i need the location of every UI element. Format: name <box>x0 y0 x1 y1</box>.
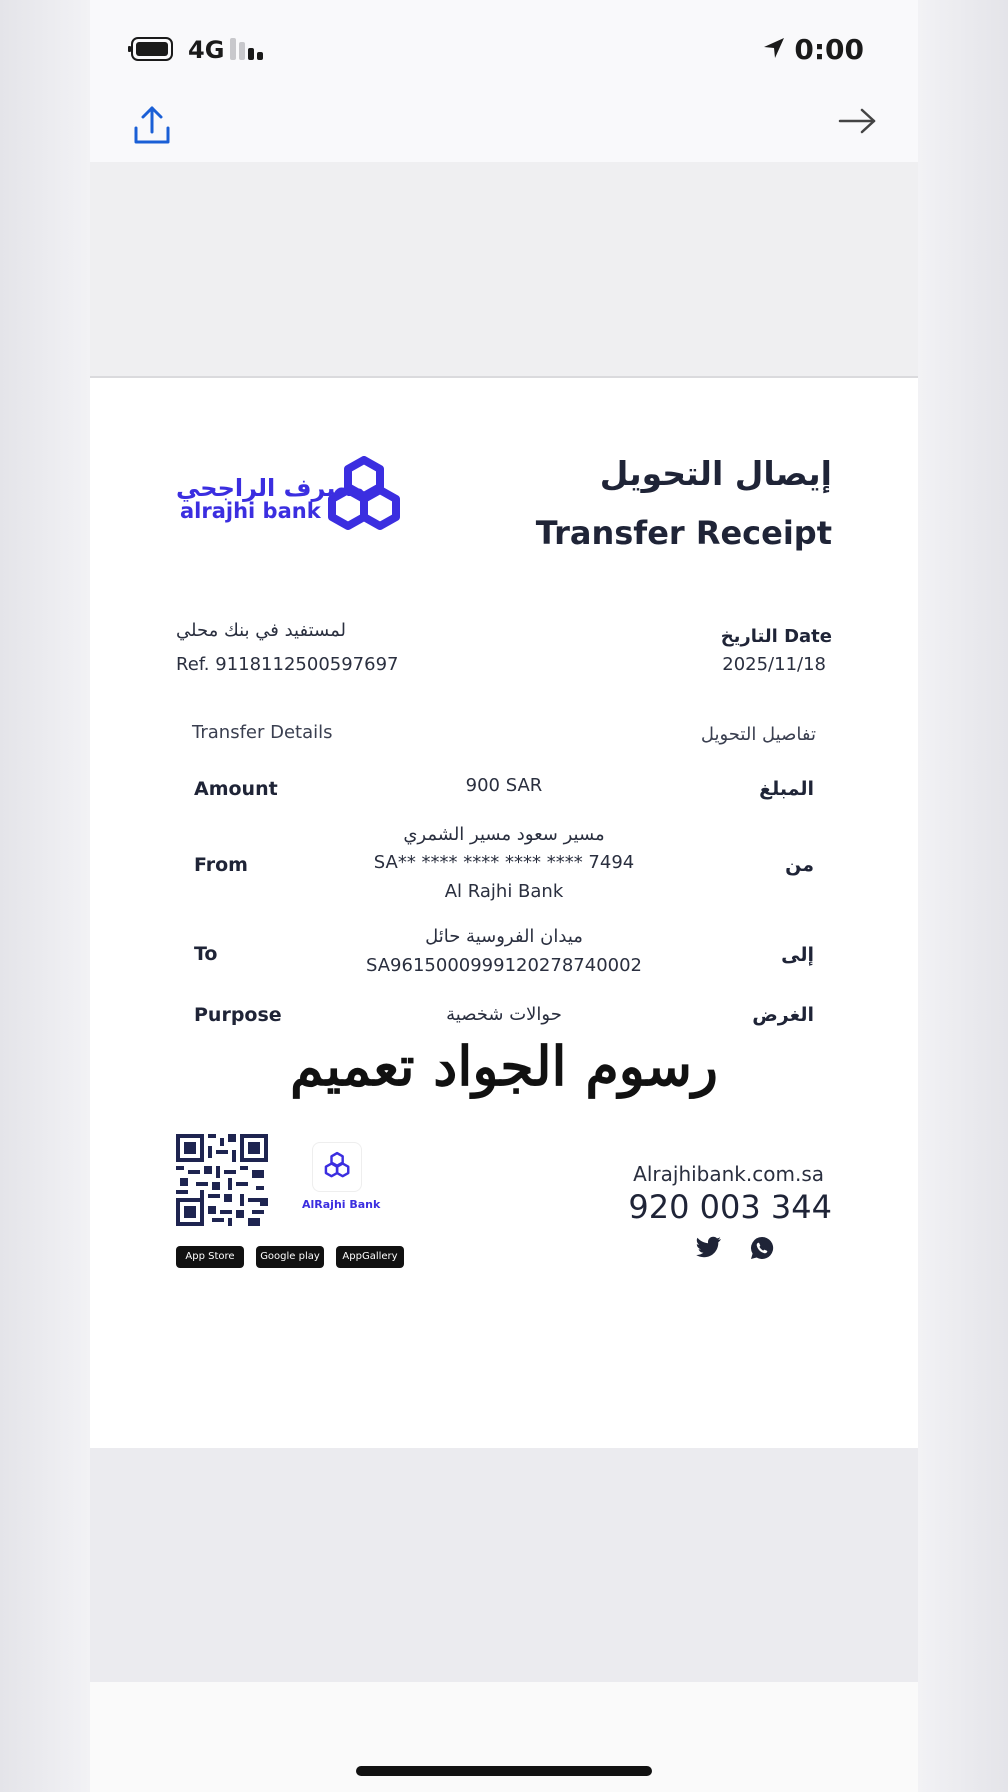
home-indicator[interactable] <box>356 1766 652 1776</box>
alrajhi-small-logo-icon <box>313 1143 361 1191</box>
bank-website: Alrajhibank.com.sa <box>633 1162 824 1186</box>
from-account: SA** **** **** **** **** 7494 <box>373 852 635 873</box>
app-store-badge[interactable] <box>176 1246 244 1268</box>
app-gallery-label: AppGallery <box>342 1251 398 1262</box>
whatsapp-icon <box>750 1236 774 1260</box>
to-label-en: To <box>194 943 218 965</box>
background-left <box>0 0 90 1792</box>
from-label-ar: من <box>785 854 814 876</box>
purpose-value: حوالات شخصية <box>446 1004 562 1025</box>
beneficiary-type: لمستفيد في بنك محلي <box>176 620 346 641</box>
overlay-note: رسوم الجواد تعميم <box>289 1034 719 1098</box>
qr-code-icon <box>176 1134 268 1226</box>
app-store-label: App Store <box>185 1251 235 1262</box>
status-bar <box>90 0 918 92</box>
purpose-label-ar: الغرض <box>752 1004 814 1026</box>
home-area <box>90 1682 918 1792</box>
date-value: 2025/11/18 <box>722 654 826 675</box>
google-play-label: Google play <box>260 1251 320 1262</box>
to-name: ميدان الفروسية حائل <box>425 926 583 947</box>
date-label: التاريخ Date <box>720 626 832 647</box>
to-account: SA9615000999120278740002 <box>365 955 643 976</box>
network-type: 4G <box>188 36 225 64</box>
amount-label-en: Amount <box>194 778 278 800</box>
signal-icon <box>230 38 266 60</box>
nav-bar <box>90 92 918 162</box>
to-label-ar: إلى <box>781 944 814 966</box>
app-logo-badge <box>312 1142 362 1192</box>
amount-label-ar: المبلغ <box>759 778 814 800</box>
transfer-details-label-en: Transfer Details <box>192 722 333 743</box>
back-arrow-icon[interactable] <box>838 106 878 136</box>
logo-text-ar: مصرف الراجحي <box>176 474 365 502</box>
location-arrow-icon <box>762 36 786 60</box>
receipt-title-ar: إيصال التحويل <box>599 454 832 493</box>
reference-number: Ref. 9118112500597697 <box>176 654 399 675</box>
status-time: 0:00 <box>794 33 864 66</box>
transfer-details-label-ar: تفاصيل التحويل <box>700 724 816 745</box>
share-icon[interactable] <box>132 104 172 146</box>
from-name: مسير سعود مسير الشمري <box>403 824 605 845</box>
bank-phone: 920 003 344 <box>628 1188 832 1226</box>
receipt-title-en: Transfer Receipt <box>535 514 832 552</box>
document-margin-bottom <box>90 1448 918 1682</box>
from-bank: Al Rajhi Bank <box>444 881 564 902</box>
app-logo-text: AlRajhi Bank <box>302 1198 381 1211</box>
transfer-receipt <box>90 378 918 1448</box>
background-right <box>918 0 1008 1792</box>
purpose-label-en: Purpose <box>194 1004 282 1026</box>
app-gallery-badge[interactable] <box>336 1246 404 1268</box>
google-play-badge[interactable] <box>256 1246 324 1268</box>
document-margin-top <box>90 162 918 378</box>
from-label-en: From <box>194 854 248 876</box>
twitter-icon <box>696 1236 722 1258</box>
logo-text-en: alrajhi bank <box>180 499 321 523</box>
battery-icon <box>128 37 174 61</box>
amount-value: 900 SAR <box>465 775 543 796</box>
